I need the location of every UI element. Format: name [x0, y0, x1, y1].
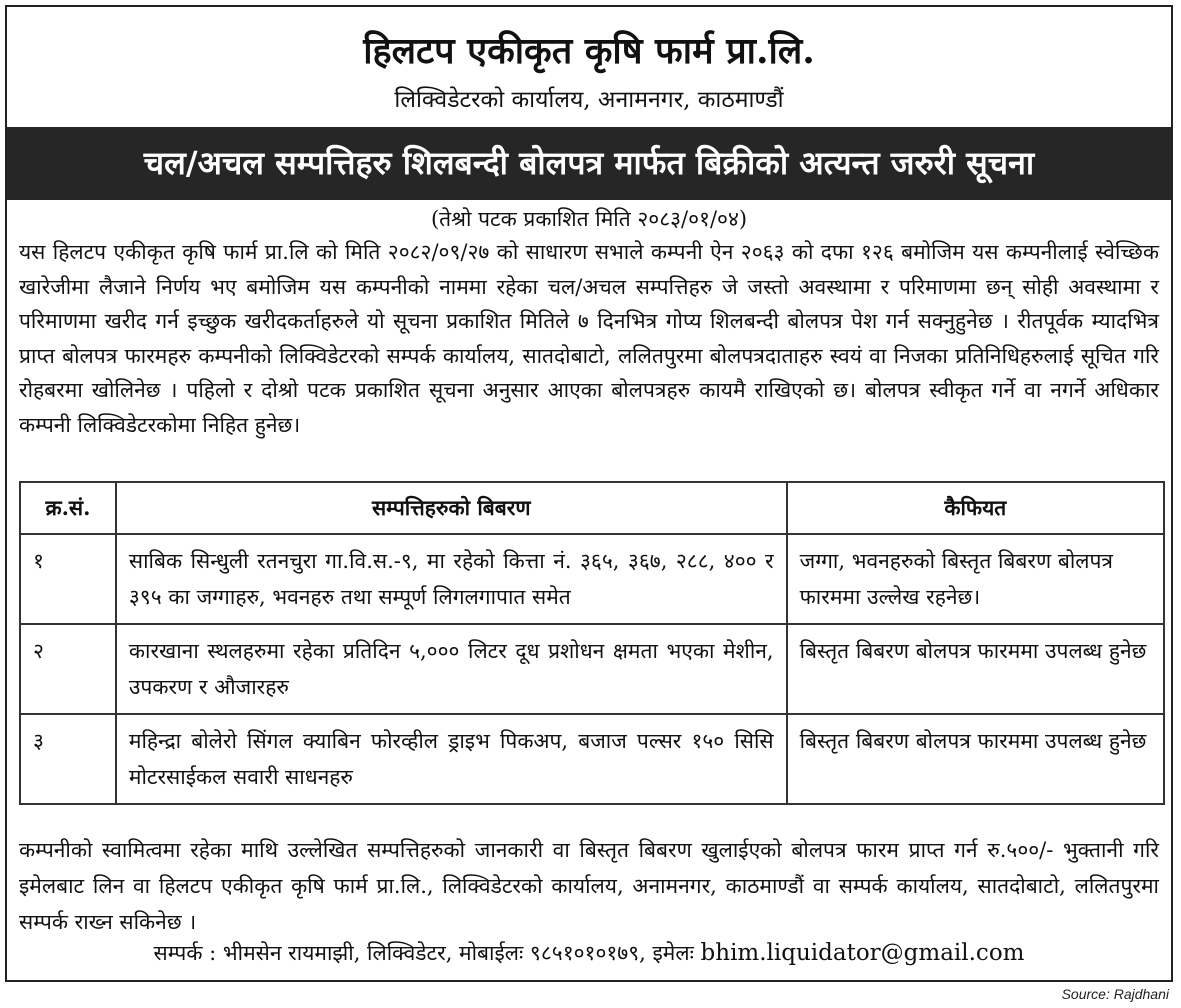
- row-remarks: बिस्तृत बिबरण बोलपत्र फारममा उपलब्ध हुनेछ: [787, 624, 1164, 714]
- publication-date: (तेश्रो पटक प्रकाशित मिति २०८३/०१/०४): [430, 207, 748, 231]
- row-sn: २: [20, 624, 116, 714]
- row-remarks: जग्गा, भवनहरुको बिस्तृत बिबरण बोलपत्र फारममा उल्लेख रहनेछ।: [787, 534, 1164, 624]
- contact-text: सम्पर्क : भीमसेन रायमाझी, लिक्विडेटर, मोबाईलः ९८५१०१०१७९, इमेलः: [153, 941, 694, 965]
- row-remarks: बिस्तृत बिबरण बोलपत्र फारममा उपलब्ध हुनेछ: [787, 714, 1164, 804]
- row-description: महिन्द्रा बोलेरो सिंगल क्याबिन फोरव्हील ड्राइभ पिकअप, बजाज पल्सर १५० सिसि मोटरसाईकल सवारी साधनहरु: [116, 714, 787, 804]
- notice-body: यस हिलटप एकीकृत कृषि फार्म प्रा.लि को मिति २०८२/०९/२७ को साधारण सभाले कम्पनी ऐन २०६३ को दफा १२६ बमोजिम यस कम्पनीलाई स्वेच्छिक खारेजीमा लैजाने निर्णय भए बमोजिम यस कम्पनीको नाममा रहेका चल/अचल सम्पत्तिहरु जे जस्तो अवस्थामा र परिमाणमा छन् सोही अवस्थामा र परिमाणमा खरीद गर्न इच्छुक खरीदकर्ताहरुले यो सूचना प्रकाशित मितिले ७ दिनभित्र गोप्य शिलबन्दी बोलपत्र पेश गर्न सक्नुहुनेछ । रीतपूर्वक म्यादभित्र प्राप्त बोलपत्र फारमहरु कम्पनीको लिक्विडेटरको सम्पर्क कार्यालय, सातदोबाटो, ललितपुरमा बोलपत्रदाताहरु स्वयं वा निजका प्रतिनिधिहरुलाई सूचित गरि रोहबरमा खोलिनेछ । पहिलो र दोश्रो पटक प्रकाशित सूचना अनुसार आएका बोलपत्रहरु कायमै राखिएको छ। बोलपत्र स्वीकृत गर्ने वा नगर्ने अधिकार कम्पनी लिक्विडेटरकोमा निहित हुनेछ।: [19, 240, 1159, 437]
- notice-title-banner: चल/अचल सम्पत्तिहरु शिलबन्दी बोलपत्र मार्फत बिक्रीको अत्यन्त जरुरी सूचना: [7, 127, 1171, 200]
- contact-line: [7, 935, 1171, 971]
- table-row: [20, 624, 1164, 714]
- source-credit: Source: Rajdhani: [1061, 986, 1169, 1002]
- row-description: कारखाना स्थलहरुमा रहेका प्रतिदिन ५,००० लिटर दूध प्रशोधन क्षमता भएका मेशीन, उपकरण र औजारहरु: [116, 624, 787, 714]
- company-address: लिक्विडेटरको कार्यालय, अनामनगर, काठमाण्डौं: [394, 87, 784, 113]
- contact-email-link[interactable]: bhim.liquidator@gmail.com: [700, 940, 1025, 966]
- table-header-row: [20, 482, 1164, 534]
- col-header-sn: क्र.सं.: [20, 482, 116, 534]
- table-row: [20, 534, 1164, 624]
- assets-table: [19, 481, 1165, 805]
- col-header-remarks: कैफियत: [787, 482, 1164, 534]
- row-description: साबिक सिन्धुली रतनचुरा गा.वि.स.-९, मा रहेको कित्ता नं. ३६५, ३६७, २८८, ४०० र ३९५ का जग्गाहरु, भवनहरु तथा सम्पूर्ण लिगलगापात समेत: [116, 534, 787, 624]
- footer-paragraph: कम्पनीको स्वामित्वमा रहेका माथि उल्लेखित सम्पत्तिहरुको जानकारी वा बिस्तृत बिबरण खुलाईएको बोलपत्र फारम प्राप्त गर्न रु.५००/- भुक्तानी गरि इमेलबाट लिन वा हिलटप एकीकृत कृषि फार्म प्रा.लि., लिक्विडेटरको कार्यालय, अनामनगर, काठमाण्डौं वा सम्पर्क कार्यालय, सातदोबाटो, ललितपुरमा सम्पर्क राख्न सकिनेछ ।: [19, 838, 1159, 934]
- table-row: [20, 714, 1164, 804]
- row-sn: ३: [20, 714, 116, 804]
- company-name: हिलटप एकीकृत कृषि फार्म प्रा.लि.: [363, 30, 815, 72]
- row-sn: १: [20, 534, 116, 624]
- col-header-description: सम्पत्तिहरुको बिबरण: [116, 482, 787, 534]
- notice-panel: [5, 5, 1173, 982]
